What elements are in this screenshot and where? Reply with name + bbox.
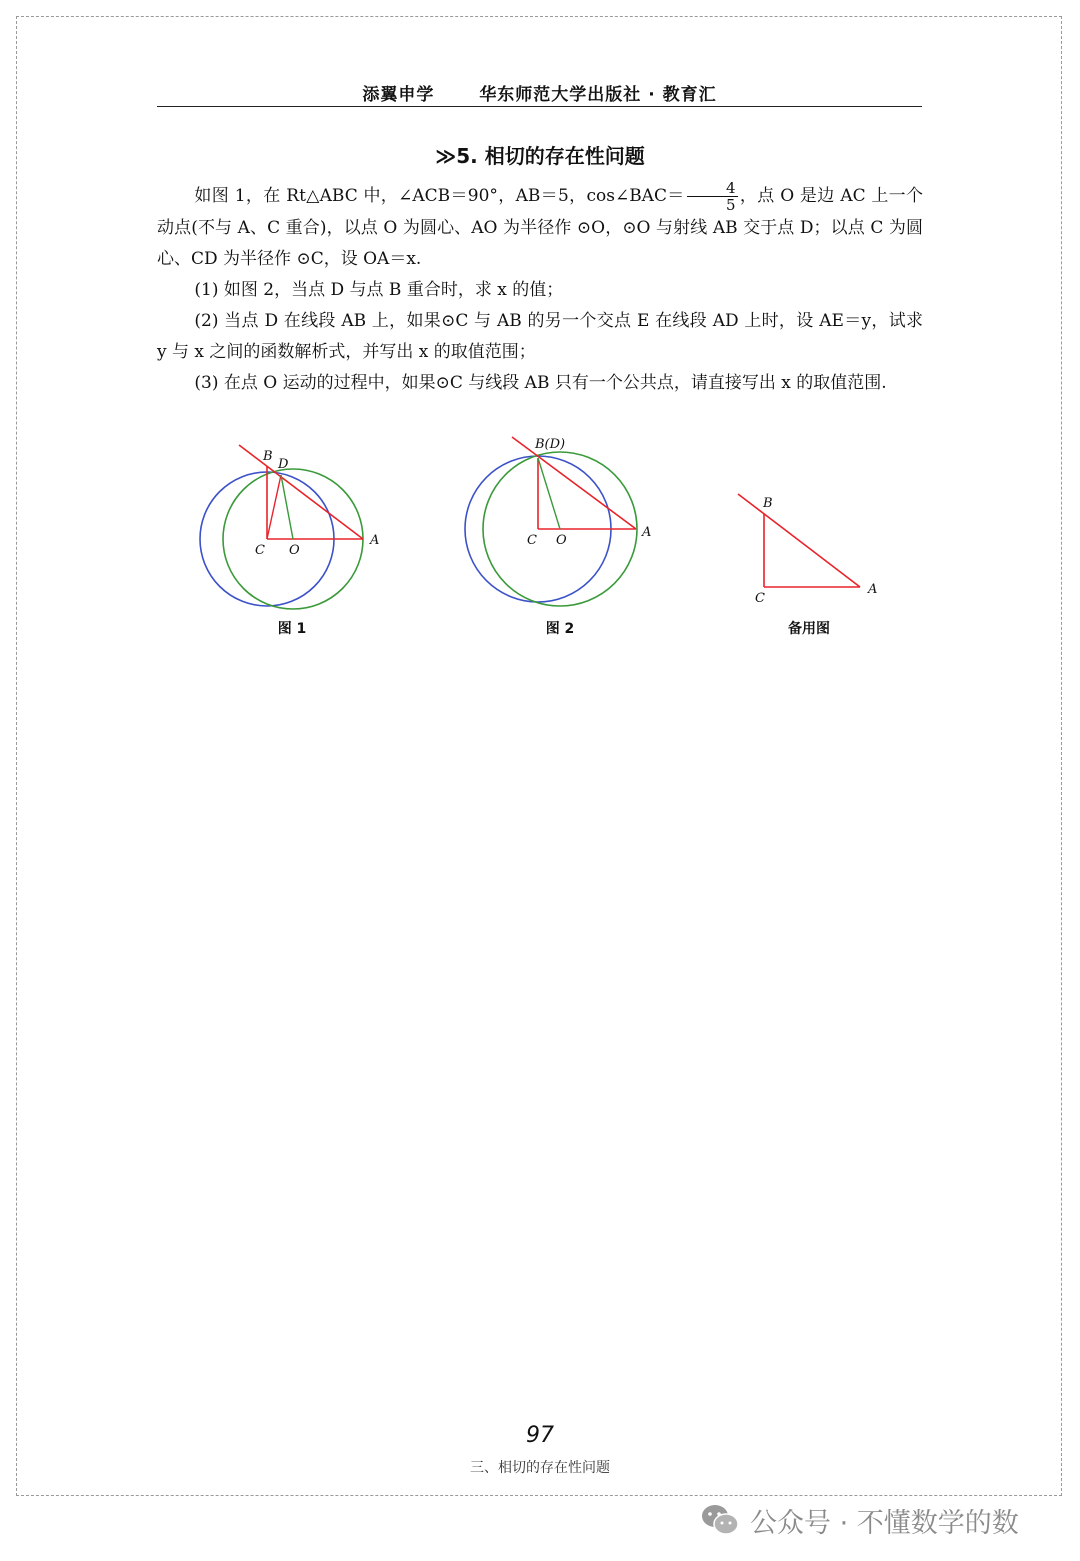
intro-part-a: 如图 1，在 Rt△ABC 中，∠ACB＝90°，AB＝5，cos∠BAC＝ (194, 186, 685, 206)
header-right: 华东师范大学出版社 · 教育汇 (479, 85, 717, 105)
figure-1 (195, 430, 395, 610)
question-3: (3) 在点 O 运动的过程中，如果⊙C 与线段 AB 只有一个公共点，请直接写出 x 的取值范围. (194, 373, 887, 393)
question-1: (1) 如图 2，当点 D 与点 B 重合时，求 x 的值； (194, 280, 564, 300)
label-b: B (763, 496, 773, 511)
ray-ab (512, 437, 636, 529)
label-a: A (868, 582, 878, 597)
figure-2 (460, 430, 660, 610)
figure-1-caption: 图 1 (277, 621, 307, 637)
running-footer: 三、相切的存在性问题 (470, 1460, 610, 1476)
intro-part-b: ，点 O 是边 AC 上一个动点(不与 A、C 重合)，以点 O 为圆心、AO 为半径作 ⊙O，⊙O 与射线 AB 交于点 D；以点 C 为圆心、CD 为半径作 ⊙C，设 OA＝x. (157, 186, 923, 269)
fraction-numerator: 4 (687, 180, 738, 197)
question-2: (2) 当点 D 在线段 AB 上，如果⊙C 与 AB 的另一个交点 E 在线段 AD 上时，设 AE＝y，试求 y 与 x 之间的函数解析式，并写出 x 的取值范围； (157, 311, 923, 362)
wechat-icon (700, 1503, 740, 1537)
label-bd: B(D) (535, 437, 566, 452)
figures-row (195, 430, 895, 645)
figure-2-caption: 图 2 (545, 621, 575, 637)
figure-3 (725, 430, 925, 610)
label-a: A (370, 533, 380, 548)
label-c: C (527, 533, 537, 548)
page-number: 97 (526, 1423, 554, 1448)
label-a: A (642, 525, 652, 540)
problem-intro (157, 180, 923, 275)
problem-text (157, 180, 923, 399)
header-left: 添翼申学 (362, 85, 435, 105)
fraction-denominator: 5 (726, 196, 736, 214)
segment-cd (267, 475, 281, 539)
label-c: C (755, 591, 765, 606)
section-title: ≫5. 相切的存在性问题 (435, 144, 645, 168)
running-header (157, 80, 922, 106)
label-o: O (289, 543, 300, 558)
label-d: D (278, 457, 289, 472)
label-o: O (556, 533, 567, 548)
ray-ab (738, 494, 860, 587)
watermark-text: 公众号 · 不懂数学的数 (750, 1507, 1019, 1539)
figure-3-caption: 备用图 (788, 621, 830, 637)
watermark (700, 1500, 1019, 1540)
fraction (687, 180, 738, 213)
label-c: C (255, 543, 265, 558)
segment-ob (538, 458, 560, 529)
label-b: B (263, 449, 273, 464)
header-rule (157, 106, 922, 107)
